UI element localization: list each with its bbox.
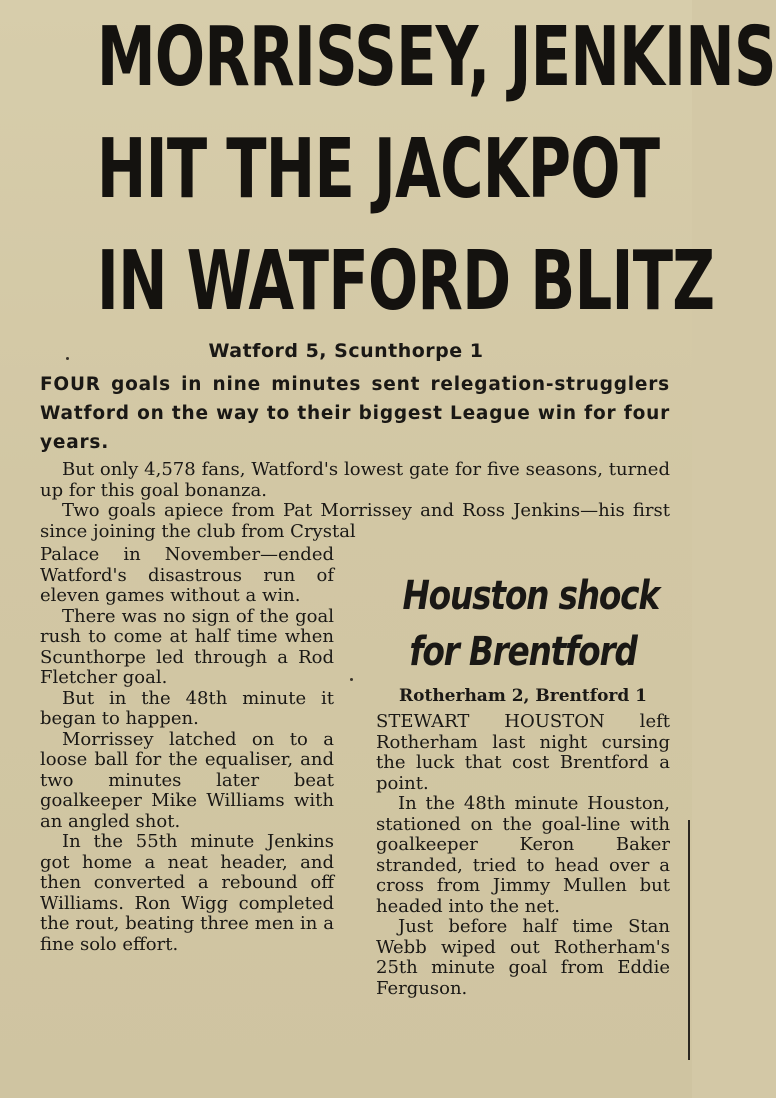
print-speck <box>350 678 353 681</box>
second-headline-line-1: Houston shock <box>402 573 659 619</box>
headline-line-1: MORRISSEY, JENKINS <box>96 10 776 105</box>
main-headline <box>0 2 776 338</box>
column-edge-rule <box>688 820 690 1060</box>
body-paragraph: There was no sign of the goal rush to come at half time when Scunthorpe led through a Rod Fletcher goal. <box>40 605 334 688</box>
headline-line-3: IN WATFORD BLITZ <box>96 234 715 329</box>
second-story-score: Rotherham 2, Brentford 1 <box>399 686 647 706</box>
second-headline-line-2: for Brentford <box>409 629 637 675</box>
headline-line-2: HIT THE JACKPOT <box>96 122 660 217</box>
intro-paragraph: FOUR goals in nine minutes sent relegation-strugglers Watford on the way to their biggest League win for four years. <box>40 374 670 453</box>
body-paragraph: STEWART HOUSTON left Rotherham last night cursing the luck that cost Brentford a point. <box>376 711 670 794</box>
body-paragraph: In the 48th minute Houston, stationed on the goal-line with goalkeeper Keron Baker stranded, tried to head over a cross from Jimmy Mullen but headed into the net. <box>376 793 670 917</box>
body-paragraph: But only 4,578 fans, Watford's lowest gate for five seasons, turned up for this goal bonanza. <box>40 459 670 501</box>
body-paragraph: Two goals apiece from Pat Morrissey and Ross Jenkins—his first since joining the club from Crystal <box>40 500 670 542</box>
right-column <box>376 712 670 999</box>
body-paragraph: In the 55th minute Jenkins got home a neat header, and then converted a rebound off Williams. Ron Wigg completed the rout, beating three men in a fine solo effort. <box>40 831 334 955</box>
body-paragraph: Palace in November—ended Watford's disastrous run of eleven games without a win. <box>40 544 334 606</box>
match-score: Watford 5, Scunthorpe 1 <box>208 340 484 362</box>
body-paragraph: Just before half time Stan Webb wiped out Rotherham's 25th minute goal from Eddie Ferguson. <box>376 916 670 999</box>
left-column <box>40 545 334 955</box>
body-paragraph: But in the 48th minute it began to happen. <box>40 687 334 729</box>
second-story-headline <box>376 568 670 680</box>
print-speck <box>66 357 69 360</box>
body-paragraph: Morrissey latched on to a loose ball for the equaliser, and two minutes later beat goalkeeper Mike Williams with an angled shot. <box>40 728 334 832</box>
full-width-body <box>40 460 670 542</box>
